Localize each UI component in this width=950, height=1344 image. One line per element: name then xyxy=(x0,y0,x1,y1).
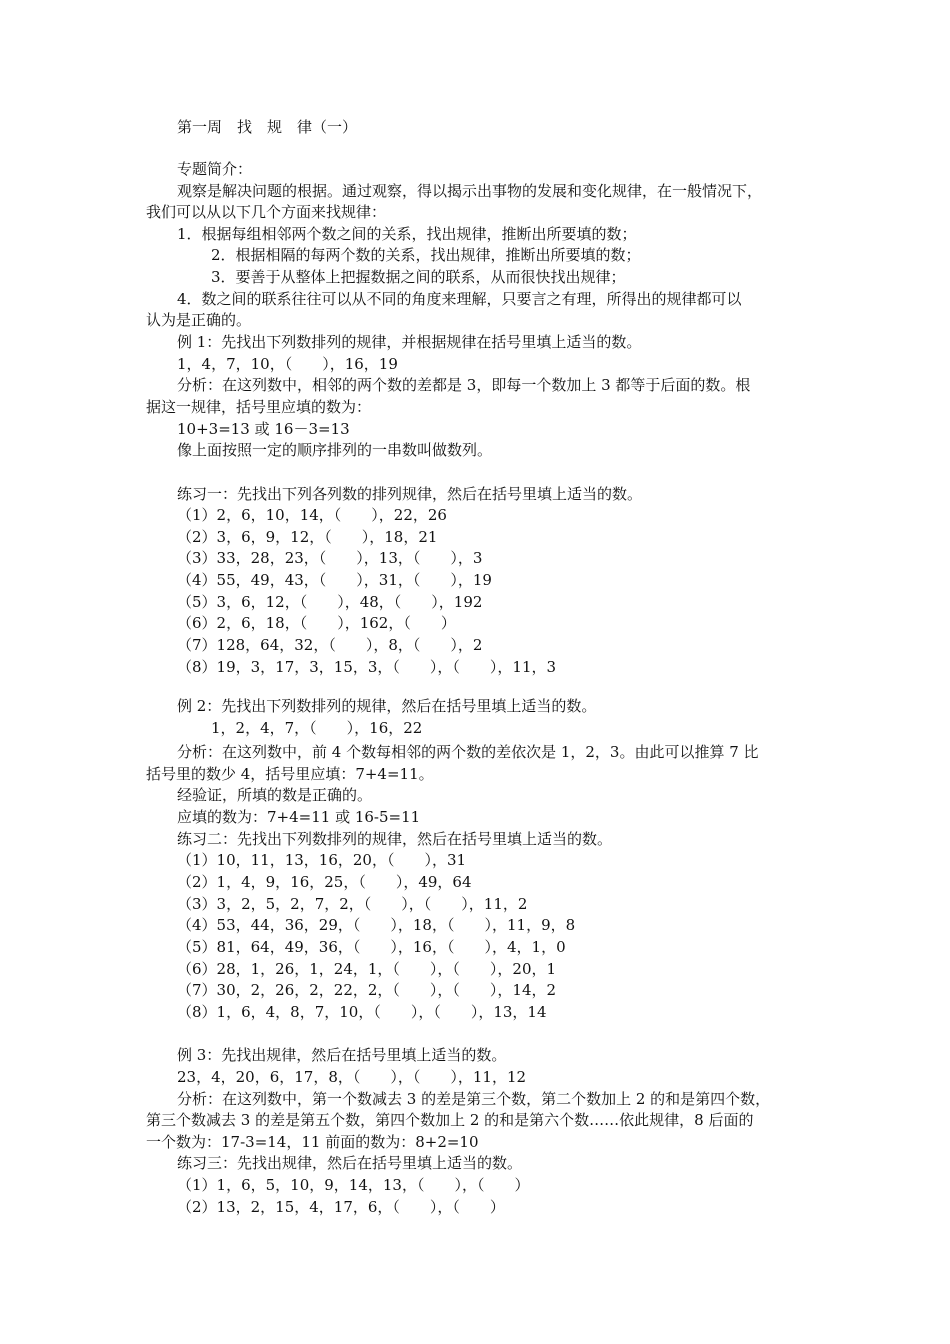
example-analysis-line: 括号里的数少 4，括号里应填：7+4=11。 xyxy=(146,765,434,783)
page-title: 第一周 找 规 律（一） xyxy=(177,118,358,136)
example-answer: 应填的数为：7+4=11 或 16-5=11 xyxy=(177,808,421,826)
intro-point: 4．数之间的联系往往可以从不同的角度来理解，只要言之有理，所得出的规律都可以 xyxy=(177,290,742,308)
example-analysis-line: 第三个数减去 3 的差是第五个数，第四个数加上 2 的和是第六个数……依此规律，8 后面的 xyxy=(146,1111,754,1129)
example-title: 例 2：先找出下列数排列的规律，然后在括号里填上适当的数。 xyxy=(177,697,597,715)
practice-item: （2）13，2，15，4，17，6，（ ），（ ） xyxy=(177,1198,505,1216)
example-analysis-line: 据这一规律，括号里应填的数为： xyxy=(146,398,372,416)
example-sequence: 23，4，20，6，17，8，（ ），（ ），11，12 xyxy=(177,1068,527,1086)
practice-item: （6）2，6，18，（ ），162，（ ） xyxy=(177,614,456,632)
practice-item: （4）53，44，36，29，（ ），18，（ ），11，9，8 xyxy=(177,916,576,934)
example-note: 像上面按照一定的顺序排列的一串数叫做数列。 xyxy=(177,441,493,459)
example-title: 例 3：先找出规律，然后在括号里填上适当的数。 xyxy=(177,1046,507,1064)
intro-point: 认为是正确的。 xyxy=(146,311,252,329)
practice-item: （5）81，64，49，36，（ ），16，（ ），4，1，0 xyxy=(177,938,566,956)
practice-title: 练习一：先找出下列各列数的排列规律，然后在括号里填上适当的数。 xyxy=(177,485,643,503)
intro-point: 3．要善于从整体上把握数据之间的联系，从而很快找出规律； xyxy=(211,268,626,286)
practice-item: （5）3，6，12，（ ），48，（ ），192 xyxy=(177,593,483,611)
practice-item: （7）128，64，32，（ ），8，（ ），2 xyxy=(177,636,483,654)
practice-title: 练习二：先找出下列数排列的规律，然后在括号里填上适当的数。 xyxy=(177,830,613,848)
example-sequence: 1，4，7，10，（ ），16，19 xyxy=(177,355,398,373)
example-verify: 经验证，所填的数是正确的。 xyxy=(177,786,373,804)
practice-item: （6）28，1，26，1，24，1，（ ），（ ），20，1 xyxy=(177,960,557,978)
practice-item: （1）1，6，5，10，9，14，13，（ ），（ ） xyxy=(177,1176,530,1194)
intro-point: 2．根据相隔的每两个数的关系，找出规律，推断出所要填的数； xyxy=(211,246,641,264)
example-title: 例 1：先找出下列数排列的规律，并根据规律在括号里填上适当的数。 xyxy=(177,333,642,351)
practice-item: （2）1，4，9，16，25，（ ），49，64 xyxy=(177,873,472,891)
example-analysis-line: 分析：在这列数中，相邻的两个数的差都是 3，即每一个数加上 3 都等于后面的数。根 xyxy=(177,376,751,394)
practice-item: （1）10，11，13，16，20，（ ），31 xyxy=(177,851,467,869)
example-answer: 10+3=13 或 16－3=13 xyxy=(177,420,350,438)
intro-label: 专题简介： xyxy=(177,160,253,178)
practice-item: （7）30，2，26，2，22，2，（ ），（ ），14，2 xyxy=(177,981,557,999)
intro-text-line: 观察是解决问题的根据。通过观察，得以揭示出事物的发展和变化规律，在一般情况下， xyxy=(177,182,763,200)
practice-item: （3）33，28，23，（ ），13，（ ），3 xyxy=(177,549,483,567)
example-analysis-line: 分析：在这列数中，前 4 个数每相邻的两个数的差依次是 1，2，3。由此可以推算 7 比 xyxy=(177,743,759,761)
example-sequence: 1，2，4，7，（ ），16，22 xyxy=(211,719,423,737)
example-analysis-line: 分析：在这列数中，第一个数减去 3 的差是第三个数，第二个数加上 2 的和是第四个数， xyxy=(177,1090,771,1108)
intro-text-line: 我们可以从以下几个方面来找规律： xyxy=(146,203,387,221)
practice-item: （8）1，6，4，8，7，10，（ ），（ ），13，14 xyxy=(177,1003,547,1021)
example-analysis-line: 一个数为：17-3=14，11 前面的数为：8+2=10 xyxy=(146,1133,479,1151)
practice-item: （3）3，2，5，2，7，2，（ ），（ ），11，2 xyxy=(177,895,528,913)
intro-point: 1．根据每组相邻两个数之间的关系，找出规律，推断出所要填的数； xyxy=(177,225,637,243)
practice-title: 练习三：先找出规律，然后在括号里填上适当的数。 xyxy=(177,1154,523,1172)
practice-item: （1）2，6，10，14，（ ），22，26 xyxy=(177,506,447,524)
practice-item: （4）55，49，43，（ ），31，（ ），19 xyxy=(177,571,492,589)
practice-item: （2）3，6，9，12，（ ），18，21 xyxy=(177,528,438,546)
practice-item: （8）19，3，17，3，15，3，（ ），（ ），11，3 xyxy=(177,658,557,676)
